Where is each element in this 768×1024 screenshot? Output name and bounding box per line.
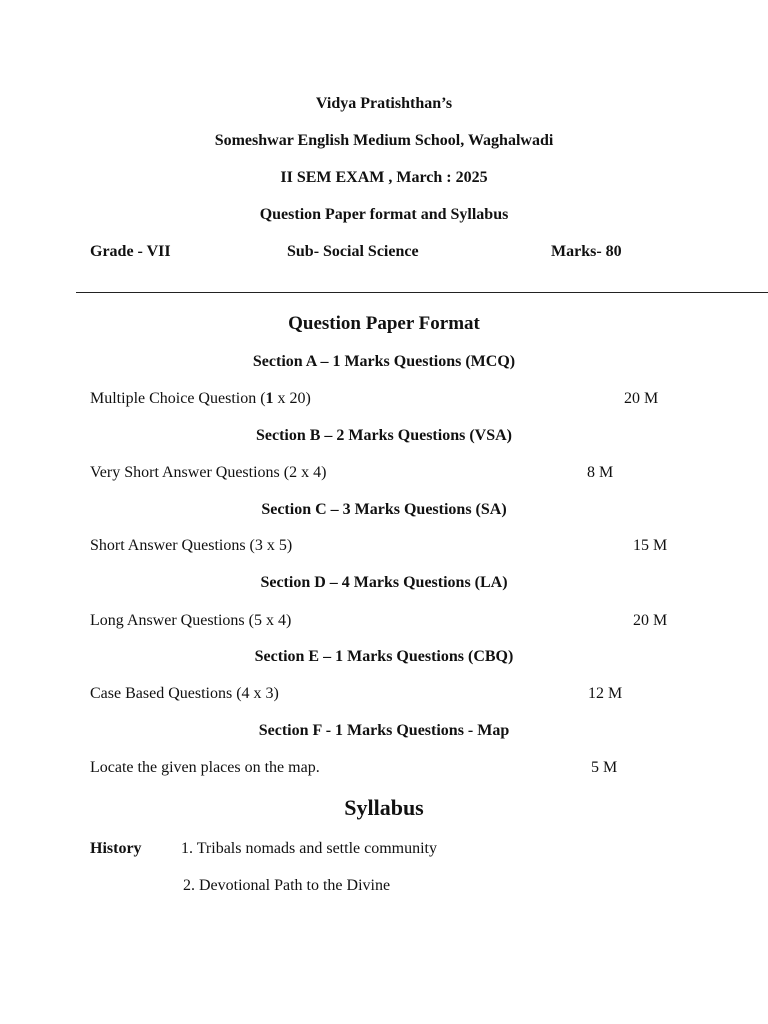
section-d-marks: 20 M <box>633 612 668 629</box>
section-e-title: Section E – 1 Marks Questions (CBQ) <box>254 648 514 665</box>
syllabus-subject-history: History <box>90 840 142 857</box>
section-b-marks: 8 M <box>587 464 614 481</box>
syllabus-item: 1. Tribals nomads and settle community <box>181 840 437 857</box>
section-a-description: Multiple Choice Question (1 x 20) <box>90 390 311 407</box>
syllabus-item: 2. Devotional Path to the Divine <box>183 877 391 894</box>
subject-label: Sub- Social Science <box>287 243 419 260</box>
grade-label: Grade - VII <box>90 243 171 260</box>
section-e-description: Case Based Questions (4 x 3) <box>90 685 279 702</box>
school-name: Someshwar English Medium School, Waghalwadi <box>214 132 554 149</box>
section-d-title: Section D – 4 Marks Questions (LA) <box>260 574 508 591</box>
section-e-marks: 12 M <box>588 685 623 702</box>
syllabus-heading: Syllabus <box>344 795 424 820</box>
section-d-description: Long Answer Questions (5 x 4) <box>90 612 292 629</box>
section-c-title: Section C – 3 Marks Questions (SA) <box>261 501 507 518</box>
total-marks-label: Marks- 80 <box>551 243 622 260</box>
document-title: Question Paper format and Syllabus <box>259 206 509 223</box>
section-f-description: Locate the given places on the map. <box>90 759 320 776</box>
section-c-marks: 15 M <box>633 537 668 554</box>
trust-name: Vidya Pratishthan’s <box>315 95 453 112</box>
section-f-title: Section F - 1 Marks Questions - Map <box>258 722 510 739</box>
section-b-description: Very Short Answer Questions (2 x 4) <box>90 464 327 481</box>
exam-title: II SEM EXAM , March : 2025 <box>280 169 488 186</box>
section-a-title: Section A – 1 Marks Questions (MCQ) <box>252 353 516 370</box>
header-divider <box>76 292 768 293</box>
section-f-marks: 5 M <box>591 759 618 776</box>
section-c-description: Short Answer Questions (3 x 5) <box>90 537 293 554</box>
section-b-title: Section B – 2 Marks Questions (VSA) <box>255 427 512 444</box>
section-a-marks: 20 M <box>624 390 659 407</box>
format-heading: Question Paper Format <box>288 313 480 334</box>
